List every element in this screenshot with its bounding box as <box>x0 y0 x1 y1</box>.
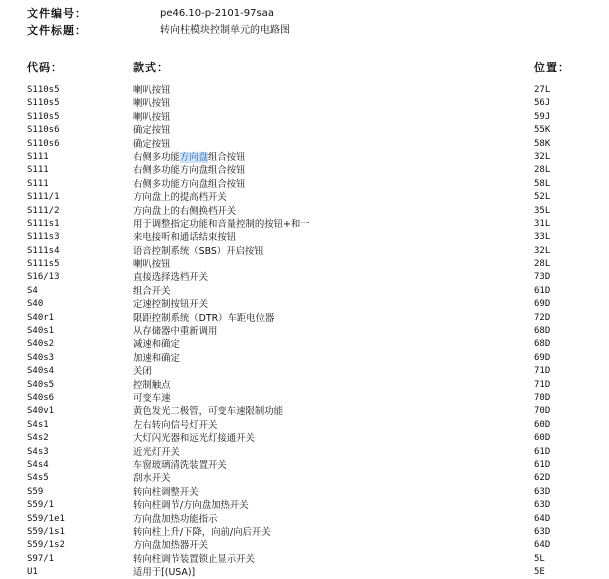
table-row <box>0 191 609 204</box>
row-description: 组合开关 <box>133 285 171 297</box>
row-position: 63D <box>534 526 551 537</box>
table-row <box>0 352 609 365</box>
row-position: 60D <box>534 419 551 430</box>
row-description: 语音控制系统（SBS）开启按钮 <box>133 245 264 257</box>
row-description: 近光灯开关 <box>133 446 180 458</box>
row-code: S4s3 <box>27 446 49 457</box>
row-code: S40s2 <box>27 339 55 350</box>
highlighted-text: 方向盘 <box>179 151 209 163</box>
row-position: 70D <box>534 406 551 417</box>
table-row <box>0 459 609 472</box>
row-code: S59/1s2 <box>27 540 65 551</box>
row-description: 定速控制按钮开关 <box>133 299 209 311</box>
row-code: S4s5 <box>27 473 49 484</box>
row-position: 28L <box>534 165 551 176</box>
row-position: 63D <box>534 486 551 497</box>
row-code: S4s4 <box>27 459 49 470</box>
row-description: 转向柱调整开关 <box>133 486 199 498</box>
column-header-desc: 款式： <box>133 61 169 74</box>
table-row <box>0 258 609 271</box>
row-code: S59/1s1 <box>27 526 65 537</box>
doc-title-value: 转向柱模块控制单元的电路图 <box>160 25 290 36</box>
row-description: 方向盘上的提高档开关 <box>133 192 227 204</box>
row-position: 31L <box>534 218 551 229</box>
row-description: 喇叭按钮 <box>133 98 171 110</box>
row-description: 从存储器中重新调用 <box>133 326 218 338</box>
table-row <box>0 432 609 445</box>
row-position: 68D <box>534 339 551 350</box>
table-row <box>0 138 609 151</box>
row-code: S111/1 <box>27 192 60 203</box>
table-row <box>0 365 609 378</box>
row-description: 确定按钮 <box>133 125 171 137</box>
row-position: 73D <box>534 272 551 283</box>
row-description: 方向盘加热功能指示 <box>133 513 218 525</box>
row-position: 28L <box>534 259 551 270</box>
row-code: S111 <box>27 165 49 176</box>
row-position: 61D <box>534 446 551 457</box>
row-code: S40 <box>27 299 44 310</box>
row-position: 33L <box>534 232 551 243</box>
table-row <box>0 553 609 566</box>
row-position: 5L <box>534 553 545 564</box>
table-row <box>0 526 609 539</box>
row-position: 55K <box>534 125 551 136</box>
table-row <box>0 84 609 97</box>
description-text: 右侧多功能 <box>133 151 180 163</box>
table-row <box>0 338 609 351</box>
table-row <box>0 312 609 325</box>
row-code: S111 <box>27 151 49 162</box>
row-position: 63D <box>534 500 551 511</box>
table-row <box>0 539 609 552</box>
row-description: 右侧多功能方向盘组合按钮 <box>133 178 246 190</box>
row-description: 可变车速 <box>133 392 171 404</box>
row-code: S97/1 <box>27 553 55 564</box>
parts-table <box>0 84 609 579</box>
row-description: 加速和确定 <box>133 352 180 364</box>
table-row <box>0 499 609 512</box>
table-row <box>0 325 609 338</box>
table-row <box>0 111 609 124</box>
row-description: 适用于[(USA)] <box>133 567 196 579</box>
row-position: 69D <box>534 299 551 310</box>
table-row <box>0 392 609 405</box>
row-description: 用于调整指定功能和音量控制的按钮+和一 <box>133 218 310 230</box>
table-row <box>0 405 609 418</box>
table-row <box>0 97 609 110</box>
row-description: 右侧多功能方向盘组合按钮 <box>133 165 246 177</box>
row-position: 70D <box>534 392 551 403</box>
row-position: 32L <box>534 151 551 162</box>
row-description: 喇叭按钮 <box>133 259 171 271</box>
table-row <box>0 205 609 218</box>
table-row <box>0 271 609 284</box>
row-code: S59 <box>27 486 44 497</box>
table-row <box>0 566 609 579</box>
row-code: S111s1 <box>27 218 60 229</box>
row-code: S40v1 <box>27 406 55 417</box>
row-description: 确定按钮 <box>133 138 171 150</box>
row-code: S40s5 <box>27 379 55 390</box>
column-header-pos: 位置： <box>534 61 570 74</box>
table-row <box>0 298 609 311</box>
doc-number-label: 文件编号： <box>27 7 87 20</box>
row-position: 52L <box>534 192 551 203</box>
row-description: 大灯闪光器和远光灯接通开关 <box>133 433 255 445</box>
row-position: 69D <box>534 352 551 363</box>
row-code: S40s3 <box>27 352 55 363</box>
row-description: 减速和确定 <box>133 339 180 351</box>
row-position: 68D <box>534 326 551 337</box>
row-position: 72D <box>534 312 551 323</box>
row-code: S59/1e1 <box>27 513 65 524</box>
row-description: 限距控制系统（DTR）车距电位器 <box>133 312 275 324</box>
row-position: 58K <box>534 138 551 149</box>
row-code: S111 <box>27 178 49 189</box>
row-position: 71D <box>534 379 551 390</box>
row-position: 35L <box>534 205 551 216</box>
row-description: 车窗玻璃清洗装置开关 <box>133 459 227 471</box>
table-row <box>0 419 609 432</box>
table-row <box>0 285 609 298</box>
row-position: 61D <box>534 285 551 296</box>
row-description: 黄色发光二极管，可变车速限制功能 <box>133 406 284 418</box>
row-description: 转向柱调节装置锁止显示开关 <box>133 553 255 565</box>
row-code: S40s1 <box>27 326 55 337</box>
table-row <box>0 446 609 459</box>
table-row <box>0 178 609 191</box>
row-position: 56J <box>534 98 551 109</box>
row-code: S110s5 <box>27 98 60 109</box>
row-description: 转向柱上升/下降，向前/向后开关 <box>133 526 271 538</box>
row-code: S4 <box>27 285 38 296</box>
table-row <box>0 379 609 392</box>
row-description: 控制触点 <box>133 379 171 391</box>
table-row <box>0 151 609 164</box>
table-row <box>0 231 609 244</box>
row-description: 喇叭按钮 <box>133 111 171 123</box>
row-code: S111s3 <box>27 232 60 243</box>
row-description: 左右转向信号灯开关 <box>133 419 218 431</box>
row-position: 64D <box>534 540 551 551</box>
row-position: 32L <box>534 245 551 256</box>
row-description: 关闭 <box>133 366 152 378</box>
row-position: 62D <box>534 473 551 484</box>
row-position: 5E <box>534 567 545 578</box>
doc-title-label: 文件标题： <box>27 24 87 37</box>
row-description: 方向盘加热器开关 <box>133 540 209 552</box>
row-position: 71D <box>534 366 551 377</box>
row-code: S40s4 <box>27 366 55 377</box>
row-position: 58L <box>534 178 551 189</box>
row-description: 转向柱调节/方向盘加热开关 <box>133 500 249 512</box>
table-row <box>0 164 609 177</box>
row-code: S110s6 <box>27 138 60 149</box>
row-code: S111s4 <box>27 245 60 256</box>
column-header-code: 代码： <box>27 61 63 74</box>
row-code: S40r1 <box>27 312 55 323</box>
row-code: S111/2 <box>27 205 60 216</box>
row-position: 27L <box>534 85 551 95</box>
table-row <box>0 124 609 137</box>
row-description: 来电接听和通话结束按钮 <box>133 232 237 244</box>
row-description: 刮水开关 <box>133 473 171 485</box>
row-code: S59/1 <box>27 500 55 511</box>
row-position: 61D <box>534 459 551 470</box>
row-description <box>133 151 246 164</box>
table-row <box>0 245 609 258</box>
row-position: 64D <box>534 513 551 524</box>
table-row <box>0 486 609 499</box>
row-position: 59J <box>534 111 551 122</box>
row-code: U1 <box>27 567 38 578</box>
row-code: S16/13 <box>27 272 60 283</box>
row-code: S111s5 <box>27 259 60 270</box>
table-row <box>0 513 609 526</box>
row-code: S110s5 <box>27 111 60 122</box>
row-code: S4s1 <box>27 419 49 430</box>
row-code: S4s2 <box>27 433 49 444</box>
row-code: S110s5 <box>27 85 60 95</box>
row-code: S40s6 <box>27 392 55 403</box>
row-position: 60D <box>534 433 551 444</box>
description-text: 组合按钮 <box>208 151 246 163</box>
doc-number-value: pe46.10-p-2101-97saa <box>160 8 274 19</box>
row-description: 直接选择选档开关 <box>133 272 209 284</box>
row-description: 喇叭按钮 <box>133 85 171 96</box>
row-description: 方向盘上的右侧换档开关 <box>133 205 237 217</box>
table-row <box>0 472 609 485</box>
table-row <box>0 218 609 231</box>
row-code: S110s6 <box>27 125 60 136</box>
